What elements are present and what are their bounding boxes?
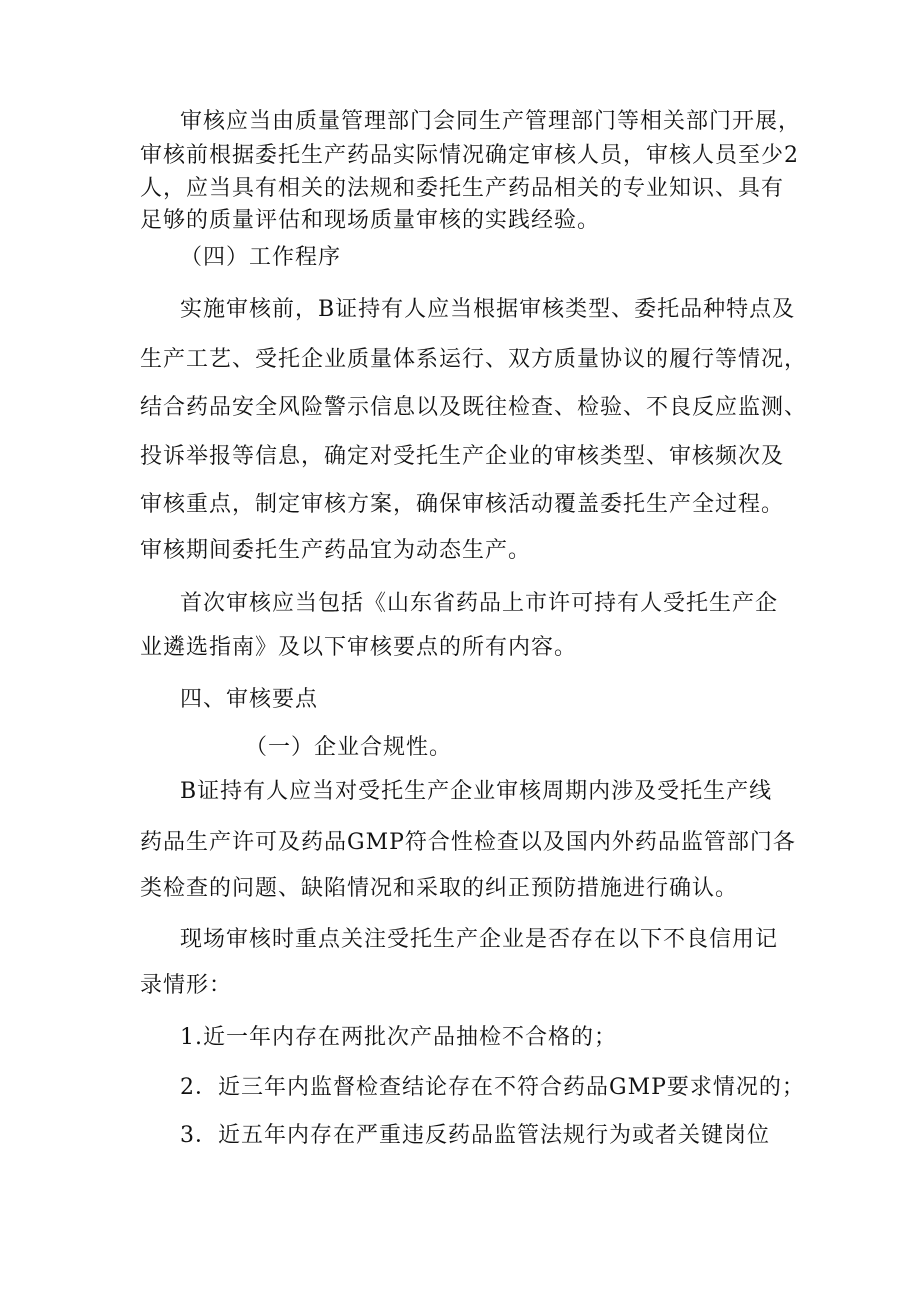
paragraph-line: 足够的质量评估和现场质量审核的实践经验。: [140, 208, 601, 233]
paragraph-line: 首次审核应当包括《山东省药品上市许可持有人受托生产企: [180, 591, 779, 616]
paragraph-line: 实施审核前，B证持有人应当根据审核类型、委托品种特点及: [180, 297, 796, 322]
paragraph-line: 类检查的问题、缺陷情况和采取的纠正预防措施进行确认。: [140, 876, 739, 901]
section-heading: （四）工作程序: [180, 245, 342, 270]
paragraph-line: 审核重点，制定审核方案，确保审核活动覆盖委托生产全过程。: [140, 492, 785, 517]
paragraph-line: 人，应当具有相关的法规和委托生产药品相关的专业知识、具有: [140, 176, 785, 201]
paragraph-line: 生产工艺、受托企业质量体系运行、双方质量协议的履行等情况，: [140, 347, 808, 372]
list-item: 3．近五年内存在严重违反药品监管法规行为或者关键岗位: [180, 1123, 770, 1148]
paragraph-line: 药品生产许可及药品GMP符合性检查以及国内外药品监管部门各: [140, 830, 796, 855]
list-item: 1.近一年内存在两批次产品抽检不合格的；: [180, 1025, 617, 1050]
list-item: 2．近三年内监督检查结论存在不符合药品GMP要求情况的；: [180, 1075, 805, 1100]
paragraph-line: 投诉举报等信息，确定对受托生产企业的审核类型、审核频次及: [140, 444, 785, 469]
paragraph-line: 审核应当由质量管理部门会同生产管理部门等相关部门开展，: [180, 109, 802, 134]
paragraph-line: B证持有人应当对受托生产企业审核周期内涉及受托生产线: [180, 779, 773, 804]
paragraph-line: 录情形：: [140, 973, 233, 998]
paragraph-line: 现场审核时重点关注受托生产企业是否存在以下不良信用记: [180, 927, 779, 952]
paragraph-line: 审核期间委托生产药品宜为动态生产。: [140, 538, 532, 563]
paragraph-line: 审核前根据委托生产药品实际情况确定审核人员，审核人员至少2: [140, 143, 799, 168]
paragraph-line: 业遴选指南》及以下审核要点的所有内容。: [140, 635, 578, 660]
section-heading: 四、审核要点: [180, 687, 319, 712]
subsection-heading: （一）企业合规性。: [245, 735, 453, 760]
paragraph-line: 结合药品安全风险警示信息以及既往检查、检验、不良反应监测、: [140, 395, 808, 420]
